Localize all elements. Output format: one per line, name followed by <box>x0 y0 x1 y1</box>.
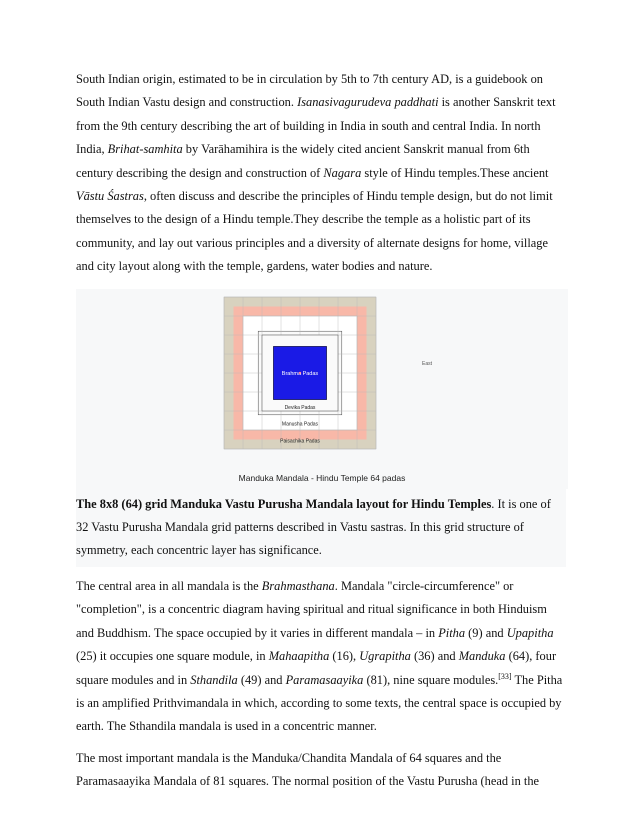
text-run: Brahmasthana <box>261 578 335 593</box>
text-run: The central area in all mandala is the <box>76 578 262 593</box>
text-run: The Pitha is an amplified Prithvimandala in which, according to some texts, the central space is occupied by earth. The Sthandila mandala is used in a concentric manner. <box>76 672 563 734</box>
text-run: (25) it occupies one square module, in <box>76 649 269 664</box>
text-run: Upapitha <box>506 625 554 640</box>
brahma-padas-label: Brahma Padas <box>281 370 319 377</box>
text-run: (64), four square modules and in <box>76 649 557 687</box>
paragraph-important-mandala <box>76 747 566 794</box>
text-run: . It is one of 32 Vastu Purusha Mandala grid patterns described in Vastu sastras. In this grid structure of symmetry, each concentric layer has significance. <box>76 496 551 558</box>
mandala-figure <box>76 289 568 489</box>
devika-padas-label: Devika Padas <box>284 404 316 411</box>
text-run: Paramasaayika <box>285 672 364 687</box>
text-run: South Indian origin, estimated to be in circulation by 5th to 7th century AD, is a guidebook on South Indian Vastu design and construction. <box>76 72 543 110</box>
text-run: Isanasivagurudeva paddhati <box>297 95 439 110</box>
text-run: Nagara <box>323 165 362 180</box>
text-run: (49) and <box>237 672 286 687</box>
figure-caption: Manduka Mandala - Hindu Temple 64 padas <box>238 472 406 483</box>
document-page <box>76 68 566 794</box>
text-run: . Mandala "circle-circumference" or "completion", is a concentric diagram having spiritual and ritual significance in both Hinduism and Buddhism. The space occupied by it varies in different mandala – in <box>76 578 547 640</box>
text-run: Mahaapitha <box>268 649 330 664</box>
text-run: is another Sanskrit text from the 9th century describing the art of building in India in south and central India. In north India, <box>76 95 556 157</box>
text-run: Brihat-samhita <box>107 142 183 157</box>
text-run: (36) and <box>410 649 459 664</box>
paragraph-vastu-texts <box>76 68 566 279</box>
text-run: by Varāhamihira is the widely cited ancient Sanskrit manual from 6th century describing the design and construction of <box>76 142 530 180</box>
figure-description <box>76 489 566 567</box>
text-run: (16), <box>329 649 360 664</box>
manduka-mandala-diagram <box>220 293 380 471</box>
paisachika-padas-label: Paisachika Padas <box>280 438 320 445</box>
text-run: Manduka <box>458 649 506 664</box>
text-run: Ugrapitha <box>359 649 411 664</box>
text-run: (9) and <box>465 625 507 640</box>
text-run: The 8x8 (64) grid Manduka Vastu Purusha Mandala layout for Hindu Temples <box>76 496 492 511</box>
text-run: The most important mandala is the Manduka/Chandita Mandala of 64 squares and the Paramasaayika Mandala of 81 squares. The normal position of the Vastu Purusha (head in the <box>76 750 540 789</box>
manusha-padas-label: Manusha Padas <box>281 420 319 427</box>
paragraph-manduka-layout <box>76 493 566 563</box>
text-run: [33] <box>498 671 512 681</box>
text-run: (81), nine square modules. <box>363 672 499 687</box>
text-run: style of Hindu temples.These ancient <box>361 165 549 180</box>
east-label: East <box>422 360 433 367</box>
text-run: Vāstu Śastras <box>76 189 144 204</box>
text-run: Sthandila <box>190 672 238 687</box>
text-run: , often discuss and describe the principles of Hindu temple design, but do not limit themselves to the design of a Hindu temple.They describe the temple as a holistic part of its community, and lay out various principles and a diversity of alternate designs for home, village and city layout along with the temple, gardens, water bodies and nature. <box>76 189 553 274</box>
text-run: Pitha <box>438 625 466 640</box>
paragraph-brahmasthana <box>76 575 566 739</box>
